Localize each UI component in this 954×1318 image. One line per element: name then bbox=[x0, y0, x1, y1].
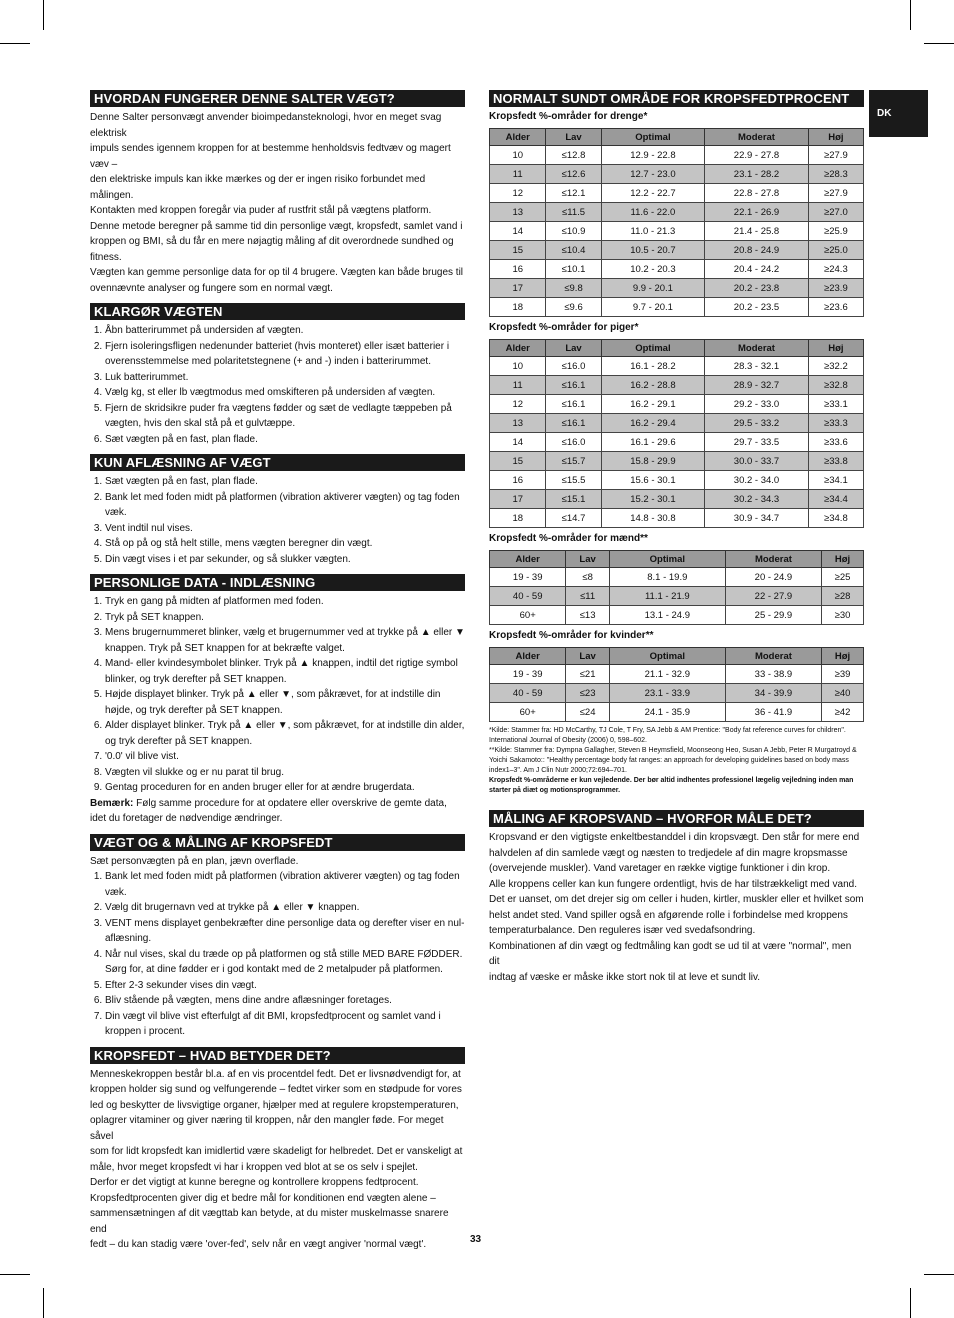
table-row bbox=[490, 665, 864, 684]
table-cell: 15 bbox=[490, 452, 546, 471]
text-line: Menneskekroppen består bl.a. af en vis procentdel fedt. Det er livsnødvendigt for, at bbox=[90, 1068, 461, 1080]
range-table bbox=[489, 550, 864, 625]
table-cell: 11.0 - 21.3 bbox=[601, 222, 705, 241]
instruction-list bbox=[90, 594, 465, 796]
table-cell: 10 bbox=[490, 357, 546, 376]
list-item: 3. Vent indtil nul vises. bbox=[105, 521, 465, 537]
table-cell: ≤12.6 bbox=[546, 165, 601, 184]
table-row bbox=[490, 684, 864, 703]
table-cell: ≥42 bbox=[822, 703, 864, 722]
text-line: Kombinationen af din vægt og fedtmåling kan godt se ud til at være "normal", men dit bbox=[489, 940, 852, 967]
table-row bbox=[490, 376, 864, 395]
list-item: 3. Luk batterirummet. bbox=[105, 370, 465, 386]
table-row bbox=[490, 509, 864, 528]
text-line: Kontakten med kroppen foregår via puder af rustfrit stål på vægtens platform. bbox=[90, 205, 432, 216]
list-item: 2. Tryk på SET knappen. bbox=[105, 610, 465, 626]
table-cell: 60+ bbox=[490, 703, 566, 722]
table-cell: ≥39 bbox=[822, 665, 864, 684]
crop-mark bbox=[910, 1288, 911, 1318]
list-item: 7. '0.0' vil blive vist. bbox=[105, 749, 465, 765]
table-cell: ≤16.1 bbox=[546, 414, 601, 433]
note-text: Følg samme procedure for at opdatere eller overskrive de gemte data, idet du foretager de nødvendige ændringer. bbox=[90, 797, 447, 824]
footnote: *Kilde: Stammer fra: HD McCarthy, TJ Cole, T Fry, SA Jebb & AM Prentice: "Body fat reference curves for children". International Journal of Obesity (2006) 0, 598–602. bbox=[489, 727, 846, 744]
table-cell: 14.8 - 30.8 bbox=[601, 509, 705, 528]
table-cell: 16.1 - 28.2 bbox=[601, 357, 705, 376]
text-line: Kropsfedtprocenten giver dig et bedre mål for konditionen end vægten alene – bbox=[90, 1192, 436, 1204]
table-cell: ≥28 bbox=[822, 587, 864, 606]
table-row bbox=[490, 587, 864, 606]
table-cell: ≤10.1 bbox=[546, 260, 601, 279]
section-heading: HVORDAN FUNGERER DENNE SALTER VÆGT? bbox=[90, 90, 465, 107]
table-cell: 30.2 - 34.0 bbox=[705, 471, 809, 490]
table-header-row bbox=[490, 340, 864, 357]
table-caption: Kropsfedt %-områder for drenge* bbox=[489, 111, 648, 122]
note bbox=[90, 796, 465, 827]
column-header: Moderat bbox=[725, 551, 821, 568]
range-table bbox=[489, 128, 864, 317]
list-item: 5. Efter 2-3 sekunder vises din vægt. bbox=[105, 978, 465, 994]
table-row bbox=[490, 433, 864, 452]
table-cell: 24.1 - 35.9 bbox=[609, 703, 725, 722]
section-ranges bbox=[489, 90, 864, 796]
table-cell: 16.2 - 29.4 bbox=[601, 414, 705, 433]
table-cell: ≤15.5 bbox=[546, 471, 601, 490]
list-item: 6. Bliv stående på vægten, mens dine andre aflæsninger foretages. bbox=[105, 993, 465, 1009]
table-cell: ≤16.1 bbox=[546, 395, 601, 414]
instruction-list bbox=[90, 869, 465, 1040]
right-column bbox=[489, 90, 864, 992]
table-cell: 11 bbox=[490, 376, 546, 395]
table-cell: 30.2 - 34.3 bbox=[705, 490, 809, 509]
table-cell: ≥27.9 bbox=[808, 146, 863, 165]
table-header-row bbox=[490, 551, 864, 568]
list-item: 4. Vælg kg, st eller lb vægtmodus med omskifteren på undersiden af vægten. bbox=[105, 385, 465, 401]
text-line: Det er uanset, om det drejer sig om celler i huden, kirtler, muskler eller et hvilket som bbox=[489, 894, 864, 905]
section-prepare bbox=[90, 303, 465, 447]
column-header: Høj bbox=[808, 340, 863, 357]
section-heading: VÆGT OG & MÅLING AF KROPSFEDT bbox=[90, 834, 465, 851]
table-header-row bbox=[490, 129, 864, 146]
table-cell: 60+ bbox=[490, 606, 566, 625]
table-row bbox=[490, 184, 864, 203]
table-cell: ≤12.1 bbox=[546, 184, 601, 203]
column-header: Høj bbox=[822, 648, 864, 665]
section-heading: KROPSFEDT – HVAD BETYDER DET? bbox=[90, 1047, 465, 1064]
text-line: Denne Salter personvægt anvender bioimpedansteknologi, hvor en meget svag elektrisk bbox=[90, 112, 442, 139]
table-cell: ≤24 bbox=[566, 703, 609, 722]
table-cell: 15.2 - 30.1 bbox=[601, 490, 705, 509]
section-heading: MÅLING AF KROPSVAND – HVORFOR MÅLE DET? bbox=[489, 810, 864, 827]
table-cell: ≤13 bbox=[566, 606, 609, 625]
list-item: 4. Når nul vises, skal du træde op på platformen og stå stille MED BARE FØDDER. Sørg for, at dine fødder er i god kontakt med de 2 metalpuder på platformen. bbox=[105, 947, 465, 978]
table-cell: ≤16.0 bbox=[546, 357, 601, 376]
table-row bbox=[490, 146, 864, 165]
list-item: 9. Gentag proceduren for en anden bruger eller for at ændre brugerdata. bbox=[105, 780, 465, 796]
table-cell: 18 bbox=[490, 298, 546, 317]
list-item: 1. Bank let med foden midt på platformen (vibration aktiverer vægten) og tag foden væk. bbox=[105, 869, 465, 900]
text-line: Kropsvand er den vigtigste enkeltbestanddel i din kropsvægt. Den står for mere end bbox=[489, 832, 860, 843]
table-row bbox=[490, 260, 864, 279]
table-cell: 10 bbox=[490, 146, 546, 165]
table-row bbox=[490, 222, 864, 241]
table-cell: ≤8 bbox=[566, 568, 609, 587]
table-cell: 16.1 - 29.6 bbox=[601, 433, 705, 452]
list-item: 1. Sæt vægten på en fast, plan flade. bbox=[105, 474, 465, 490]
table-row bbox=[490, 414, 864, 433]
table-cell: 15.8 - 29.9 bbox=[601, 452, 705, 471]
list-item: 1. Åbn batterirummet på undersiden af vægten. bbox=[105, 323, 465, 339]
text-line: helst andet sted. Vand spiller også en afgørende rolle i forbindelse med kroppens bbox=[489, 909, 848, 921]
column-header: Moderat bbox=[725, 648, 821, 665]
table-cell: ≤16.0 bbox=[546, 433, 601, 452]
table-cell: 23.1 - 28.2 bbox=[705, 165, 809, 184]
column-header: Alder bbox=[490, 648, 566, 665]
table-cell: ≥23.6 bbox=[808, 298, 863, 317]
text-line: indtag af væske er måske ikke stort nok til at leve et sundt liv. bbox=[489, 971, 761, 983]
table-cell: ≥25.0 bbox=[808, 241, 863, 260]
column-header: Alder bbox=[490, 551, 566, 568]
crop-mark bbox=[43, 1288, 44, 1318]
table-row bbox=[490, 395, 864, 414]
table-cell: ≤11.5 bbox=[546, 203, 601, 222]
list-item: 6. Alder displayet blinker. Tryk på ▲ eller ▼, som påkrævet, for at indstille din alder, og tryk derefter på SET knappen. bbox=[105, 718, 465, 749]
column-header: Høj bbox=[822, 551, 864, 568]
table-cell: 33 - 38.9 bbox=[725, 665, 821, 684]
table-cell: 13 bbox=[490, 414, 546, 433]
table-caption: Kropsfedt %-områder for kvinder** bbox=[489, 630, 654, 641]
left-column bbox=[90, 90, 465, 1260]
section-personal-data bbox=[90, 574, 465, 827]
table-cell: 22 - 27.9 bbox=[725, 587, 821, 606]
table-row bbox=[490, 165, 864, 184]
list-item: 3. VENT mens displayet genbekræfter dine personlige data og derefter viser en nul-aflæsning. bbox=[105, 916, 465, 947]
table-row bbox=[490, 203, 864, 222]
table-row bbox=[490, 703, 864, 722]
table-cell: ≥32.2 bbox=[808, 357, 863, 376]
table-row bbox=[490, 471, 864, 490]
table-cell: ≥34.1 bbox=[808, 471, 863, 490]
text-line: temperaturbalance. Den reguleres især ved svedafsondring. bbox=[489, 925, 756, 936]
table-cell: ≤23 bbox=[566, 684, 609, 703]
table-cell: ≥33.3 bbox=[808, 414, 863, 433]
table-cell: 9.9 - 20.1 bbox=[601, 279, 705, 298]
text-line: (overvejende muskler). Vand varetager en række vigtige funktioner i din krop. bbox=[489, 863, 831, 874]
table-cell: ≥27.0 bbox=[808, 203, 863, 222]
footnote: **Kilde: Stammer fra: Dympna Gallagher, Steven B Heymsfield, Moonseong Heo, Susan A Jebb, Peter R Murgatroyd & Yoichi Sakamoto:: "Healthy percentage body fat ranges: an approach for developing guidelines based on body mass index1–3". Am J Clin Nutr 2000;72:694–701. bbox=[489, 747, 857, 774]
list-item: 1. Tryk en gang på midten af platformen med foden. bbox=[105, 594, 465, 610]
table-cell: ≤15.1 bbox=[546, 490, 601, 509]
text-line: kroppen og BMI, så du får en mere nøjagtig måling af dit overordnede sundhed og bbox=[90, 236, 454, 247]
disclaimer: Kropsfedt %-områderne er kun vejledende. Der bør altid indhentes professionel lægelig vejledning inden man starter på diæt og motionsprogrammer. bbox=[489, 777, 854, 794]
table-caption: Kropsfedt %-områder for mænd** bbox=[489, 533, 648, 544]
table-cell: 11.6 - 22.0 bbox=[601, 203, 705, 222]
list-item: 6. Sæt vægten på en fast, plan flade. bbox=[105, 432, 465, 448]
table-row bbox=[490, 490, 864, 509]
column-header: Moderat bbox=[705, 129, 809, 146]
table-cell: 8.1 - 19.9 bbox=[609, 568, 725, 587]
table-row bbox=[490, 241, 864, 260]
table-cell: 17 bbox=[490, 490, 546, 509]
table-cell: 21.4 - 25.8 bbox=[705, 222, 809, 241]
table-cell: 36 - 41.9 bbox=[725, 703, 821, 722]
table-cell: ≥32.8 bbox=[808, 376, 863, 395]
crop-mark bbox=[0, 1274, 30, 1275]
table-cell: ≥34.4 bbox=[808, 490, 863, 509]
column-header: Optimal bbox=[609, 648, 725, 665]
crop-mark bbox=[924, 43, 954, 44]
table-cell: 21.1 - 32.9 bbox=[609, 665, 725, 684]
table-cell: 12 bbox=[490, 395, 546, 414]
table-caption: Kropsfedt %-områder for piger* bbox=[489, 322, 639, 333]
table-cell: 28.9 - 32.7 bbox=[705, 376, 809, 395]
section-weight-only bbox=[90, 454, 465, 567]
table-cell: ≥40 bbox=[822, 684, 864, 703]
list-item: 2. Bank let med foden midt på platformen (vibration aktiverer vægten) og tag foden væk. bbox=[105, 490, 465, 521]
text-line: fedt – du kan stadig være 'over-fed', selv når en vægt angiver 'normal vægt'. bbox=[90, 1239, 427, 1250]
text-line: måle, hvor meget kropsfedt vi har i kroppen ved blot at se os selv i spejlet. bbox=[90, 1161, 418, 1173]
table-cell: 20.2 - 23.8 bbox=[705, 279, 809, 298]
page-number: 33 bbox=[470, 1234, 482, 1245]
table-row bbox=[490, 357, 864, 376]
text-line: Vægten kan gemme personlige data for op til 4 brugere. Vægten kan både bruges til bbox=[90, 267, 464, 278]
list-item: 7. Din vægt vil blive vist efterfulgt af dit BMI, kropsfedtprocent og samlet vand i kroppen i procent. bbox=[105, 1009, 465, 1040]
list-item: 8. Vægten vil slukke og er nu parat til brug. bbox=[105, 765, 465, 781]
crop-mark bbox=[924, 1274, 954, 1275]
text-line: sammensætningen af dit vægttab kan betyde, at du mister muskelmasse snarere end bbox=[90, 1208, 449, 1235]
list-item: 2. Vælg dit brugernavn ved at trykke på ▲ eller ▼ knappen. bbox=[105, 900, 465, 916]
table-cell: 40 - 59 bbox=[490, 587, 566, 606]
table-cell: ≤10.9 bbox=[546, 222, 601, 241]
table-cell: ≥23.9 bbox=[808, 279, 863, 298]
table-row bbox=[490, 298, 864, 317]
list-item: 3. Mens brugernummeret blinker, vælg et brugernummer ved at trykke på ▲ eller ▼ knappen. Tryk på SET knappen for at bekræfte valget. bbox=[105, 625, 465, 656]
list-item: 4. Mand- eller kvindesymbolet blinker. Tryk på ▲ knappen, indtil det rigtige symbol blinker, og tryk derefter på SET knappen. bbox=[105, 656, 465, 687]
list-item: 4. Stå op på og stå helt stille, mens vægten beregner din vægt. bbox=[105, 536, 465, 552]
note-label: Bemærk: bbox=[90, 797, 134, 809]
column-header: Lav bbox=[566, 648, 609, 665]
section-body bbox=[90, 1067, 465, 1253]
column-header: Optimal bbox=[601, 129, 705, 146]
range-table bbox=[489, 339, 864, 528]
section-heading: PERSONLIGE DATA - INDLÆSNING bbox=[90, 574, 465, 591]
table-row bbox=[490, 279, 864, 298]
table-cell: 28.3 - 32.1 bbox=[705, 357, 809, 376]
section-body bbox=[489, 830, 864, 985]
column-header: Lav bbox=[546, 340, 601, 357]
list-item: 2. Fjern isoleringsfligen nedenunder batteriet (hvis monteret) eller isæt batterier i overensstemmelse med polaritetstegnene (+ and -) inden i batterirummet. bbox=[105, 339, 465, 370]
table-cell: 16 bbox=[490, 260, 546, 279]
table-header-row bbox=[490, 648, 864, 665]
text-line: som for lidt kropsfedt kan imidlertid være skadeligt for helbredet. Det er vanskeligt at bbox=[90, 1146, 463, 1157]
table-cell: ≥25.9 bbox=[808, 222, 863, 241]
section-heading: KLARGØR VÆGTEN bbox=[90, 303, 465, 320]
table-cell: ≥30 bbox=[822, 606, 864, 625]
table-cell: ≥28.3 bbox=[808, 165, 863, 184]
instruction-list bbox=[90, 474, 465, 567]
section-body bbox=[90, 110, 465, 296]
crop-mark bbox=[43, 0, 44, 30]
intro-text: Sæt personvægten på en plan, jævn overflade. bbox=[90, 855, 299, 867]
text-line: ovennævnte analyser og fungere som en normal vægt. bbox=[90, 282, 333, 294]
table-cell: 11 bbox=[490, 165, 546, 184]
crop-mark bbox=[0, 43, 30, 44]
text-line: oplagrer vitaminer og giver næring til kroppen, når den mangler føde. For meget såvel bbox=[90, 1115, 444, 1142]
table-cell: 16.2 - 28.8 bbox=[601, 376, 705, 395]
section-how bbox=[90, 90, 465, 296]
section-water bbox=[489, 810, 864, 985]
table-cell: 29.5 - 33.2 bbox=[705, 414, 809, 433]
table-cell: ≥33.6 bbox=[808, 433, 863, 452]
table-cell: ≤10.4 bbox=[546, 241, 601, 260]
table-cell: ≥33.8 bbox=[808, 452, 863, 471]
list-item: 5. Din vægt vises i et par sekunder, og så slukker vægten. bbox=[105, 552, 465, 568]
column-header: Optimal bbox=[601, 340, 705, 357]
table-cell: 20.8 - 24.9 bbox=[705, 241, 809, 260]
table-cell: 10.2 - 20.3 bbox=[601, 260, 705, 279]
footnotes bbox=[489, 726, 864, 776]
table-row bbox=[490, 452, 864, 471]
table-cell: 25 - 29.9 bbox=[725, 606, 821, 625]
table-cell: 19 - 39 bbox=[490, 568, 566, 587]
list-item: 5. Fjern de skridsikre puder fra vægtens fødder og sæt de vedlagte tæppeben på vægten, hvis den skal stå på et gulvtæppe. bbox=[105, 401, 465, 432]
table-cell: 29.7 - 33.5 bbox=[705, 433, 809, 452]
table-cell: 18 bbox=[490, 509, 546, 528]
table-cell: 29.2 - 33.0 bbox=[705, 395, 809, 414]
table-cell: 16 bbox=[490, 471, 546, 490]
section-heading: NORMALT SUNDT OMRÅDE FOR KROPSFEDTPROCENT bbox=[489, 90, 864, 107]
table-cell: ≥25 bbox=[822, 568, 864, 587]
table-cell: 30.0 - 33.7 bbox=[705, 452, 809, 471]
crop-mark bbox=[910, 0, 911, 30]
table-cell: 23.1 - 33.9 bbox=[609, 684, 725, 703]
table-cell: ≤12.8 bbox=[546, 146, 601, 165]
section-measure bbox=[90, 834, 465, 1040]
text-line: Alle kroppens celler kan kun fungere ordentligt, hvis de har tilstrækkeligt med vand. bbox=[489, 878, 857, 890]
column-header: Optimal bbox=[609, 551, 725, 568]
table-cell: 13.1 - 24.9 bbox=[609, 606, 725, 625]
table-cell: 20.2 - 23.5 bbox=[705, 298, 809, 317]
table-cell: ≥27.9 bbox=[808, 184, 863, 203]
text-line: impuls sendes igennem kroppen for at bestemme henholdsvis fedtvæv og magert væv – bbox=[90, 143, 451, 170]
text-line: led og beskytter de livsvigtige organer, hjælper med at regulere kropstemperaturen, bbox=[90, 1099, 459, 1111]
text-line: halvdelen af din samlede vægt og næsten to tredjedele af din magre kropsmasse bbox=[489, 847, 848, 859]
table-cell: 19 - 39 bbox=[490, 665, 566, 684]
text-line: Denne metode beregner på samme tid din personlige vægt, kropsfedt, samlet vand i bbox=[90, 220, 463, 232]
language-tab: DK bbox=[869, 90, 928, 137]
table-cell: ≥33.1 bbox=[808, 395, 863, 414]
table-cell: ≤14.7 bbox=[546, 509, 601, 528]
column-header: Lav bbox=[546, 129, 601, 146]
table-cell: 12.7 - 23.0 bbox=[601, 165, 705, 184]
text-line: den elektriske impuls kan ikke mærkes og der er ingen risiko forbundet med målingen. bbox=[90, 174, 426, 201]
table-cell: 34 - 39.9 bbox=[725, 684, 821, 703]
table-row bbox=[490, 568, 864, 587]
table-cell: 16.2 - 29.1 bbox=[601, 395, 705, 414]
table-cell: 14 bbox=[490, 433, 546, 452]
range-table bbox=[489, 647, 864, 722]
table-cell: 12 bbox=[490, 184, 546, 203]
table-cell: 22.9 - 27.8 bbox=[705, 146, 809, 165]
table-cell: 15.6 - 30.1 bbox=[601, 471, 705, 490]
range-tables bbox=[489, 110, 864, 722]
table-cell: 14 bbox=[490, 222, 546, 241]
table-cell: ≤11 bbox=[566, 587, 609, 606]
column-header: Alder bbox=[490, 340, 546, 357]
text-line: fitness. bbox=[90, 251, 122, 263]
table-cell: ≥24.3 bbox=[808, 260, 863, 279]
text-line: Derfor er det vigtigt at kunne beregne og kontrollere kroppens fedtprocent. bbox=[90, 1177, 419, 1188]
table-cell: 10.5 - 20.7 bbox=[601, 241, 705, 260]
text-line: kroppen holder sig sund og velfungerende – fedtet virker som en stødpude for vores bbox=[90, 1084, 462, 1095]
table-cell: ≤9.8 bbox=[546, 279, 601, 298]
table-cell: ≤16.1 bbox=[546, 376, 601, 395]
table-row bbox=[490, 606, 864, 625]
table-cell: 11.1 - 21.9 bbox=[609, 587, 725, 606]
table-cell: 17 bbox=[490, 279, 546, 298]
instruction-list bbox=[90, 323, 465, 447]
column-header: Høj bbox=[808, 129, 863, 146]
table-cell: 20.4 - 24.2 bbox=[705, 260, 809, 279]
table-cell: 9.7 - 20.1 bbox=[601, 298, 705, 317]
table-cell: ≤15.7 bbox=[546, 452, 601, 471]
table-cell: ≤9.6 bbox=[546, 298, 601, 317]
table-cell: 20 - 24.9 bbox=[725, 568, 821, 587]
table-cell: 30.9 - 34.7 bbox=[705, 509, 809, 528]
table-cell: 12.9 - 22.8 bbox=[601, 146, 705, 165]
section-heading: KUN AFLÆSNING AF VÆGT bbox=[90, 454, 465, 471]
table-cell: ≤21 bbox=[566, 665, 609, 684]
table-cell: 15 bbox=[490, 241, 546, 260]
section-bodyfat bbox=[90, 1047, 465, 1253]
column-header: Moderat bbox=[705, 340, 809, 357]
table-cell: 22.8 - 27.8 bbox=[705, 184, 809, 203]
list-item: 5. Højde displayet blinker. Tryk på ▲ eller ▼, som påkrævet, for at indstille din højde, og tryk derefter på SET knappen. bbox=[105, 687, 465, 718]
table-cell: 22.1 - 26.9 bbox=[705, 203, 809, 222]
table-cell: 13 bbox=[490, 203, 546, 222]
column-header: Lav bbox=[566, 551, 609, 568]
table-cell: 40 - 59 bbox=[490, 684, 566, 703]
column-header: Alder bbox=[490, 129, 546, 146]
table-cell: ≥34.8 bbox=[808, 509, 863, 528]
table-cell: 12.2 - 22.7 bbox=[601, 184, 705, 203]
